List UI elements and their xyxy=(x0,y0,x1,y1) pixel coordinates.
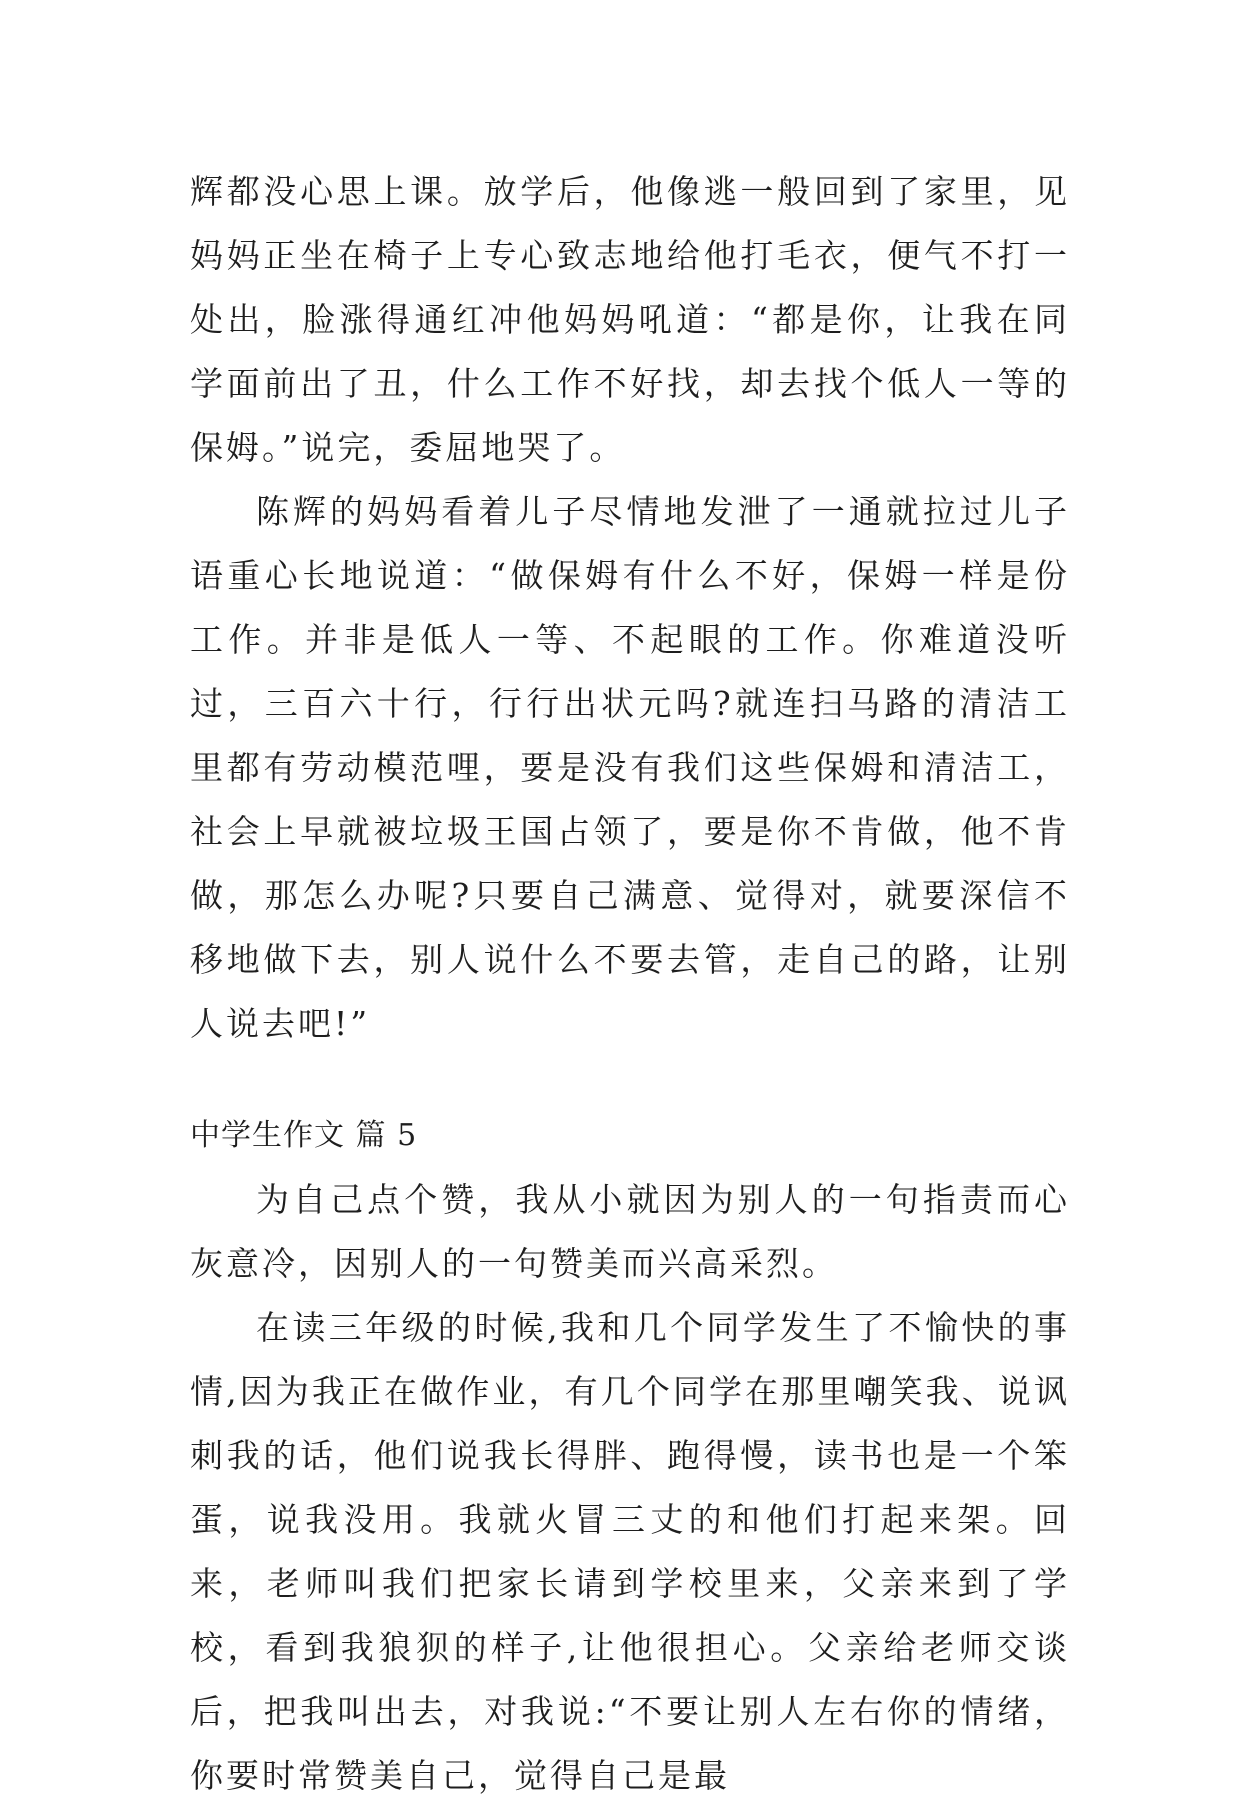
paragraph-mother-speech: 陈辉的妈妈看着儿子尽情地发泄了一通就拉过儿子语重心长地说道：“做保姆有什么不好，保姆一样是份工作。并非是低人一等、不起眼的工作。你难道没听过，三百六十行，行行出状元吗?就连扫马路的清洁工里都有劳动模范哩，要是没有我们这些保姆和清洁工，社会上早就被垃圾王国占领了，要是你不肯做，他不肯做，那怎么办呢?只要自己满意、觉得对，就要深信不移地做下去，别人说什么不要去管，走自己的路，让别人说去吧!” xyxy=(190,492,1070,1043)
paragraph-intro: 为自己点个赞，我从小就因为别人的一句指责而心灰意冷，因别人的一句赞美而兴高采烈。 xyxy=(190,1180,1070,1283)
paragraph-continued: 辉都没心思上课。放学后，他像逃一般回到了家里，见妈妈正坐在椅子上专心致志地给他打毛衣，便气不打一处出，脸涨得通红冲他妈妈吼道：“都是你，让我在同学面前出了丑，什么工作不好找，却去找个低人一等的保姆。”说完，委屈地哭了。 xyxy=(190,172,1070,467)
section-heading: 中学生作文 篇 5 xyxy=(190,1118,418,1153)
paragraph-third-grade: 在读三年级的时候,我和几个同学发生了不愉快的事情,因为我正在做作业，有几个同学在那里嘲笑我、说讽刺我的话，他们说我长得胖、跑得慢，读书也是一个笨蛋，说我没用。我就火冒三丈的和他们打起来架。回来，老师叫我们把家长请到学校里来，父亲来到了学校，看到我狼狈的样子,让他很担心。父亲给老师交谈后，把我叫出去，对我说:“不要让别人左右你的情绪，你要时常赞美自己，觉得自己是最 xyxy=(190,1308,1070,1795)
document-body xyxy=(190,160,1070,1808)
